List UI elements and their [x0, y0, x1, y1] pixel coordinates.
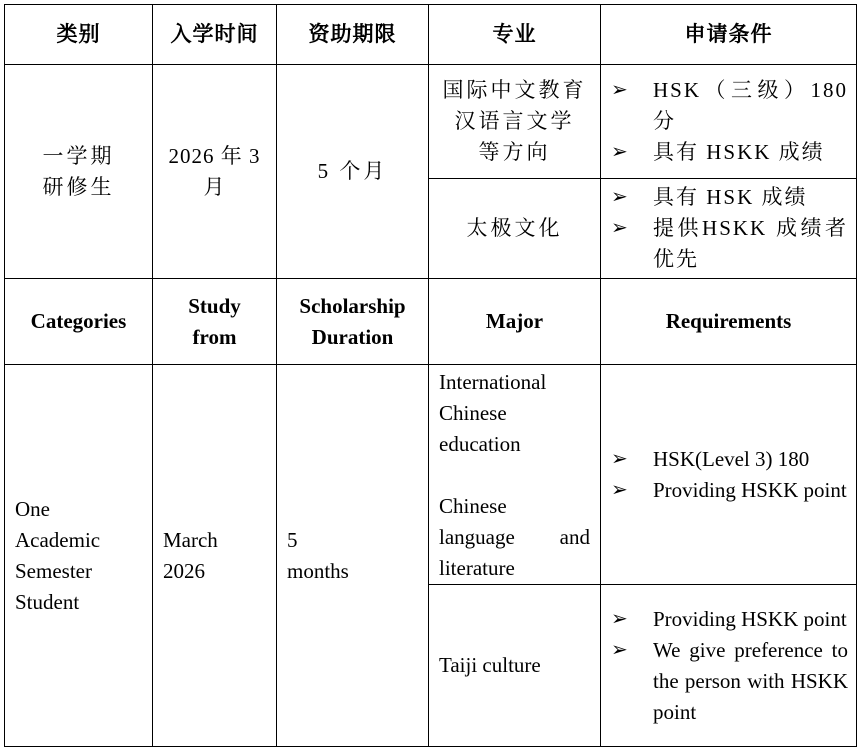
header-cn-study-from: 入学时间 [153, 5, 277, 65]
en-major-1b-line-2: language and [439, 525, 590, 549]
scholarship-table [4, 4, 857, 747]
header-cn-requirements: 申请条件 [601, 5, 857, 65]
arrow-bullet-icon: ➢ [611, 638, 628, 661]
requirement-text: 提供HSKK 成绩者优先 [653, 216, 848, 271]
arrow-bullet-icon: ➢ [611, 141, 630, 163]
arrow-bullet-icon: ➢ [611, 478, 628, 501]
en-duration-line-2: months [287, 558, 349, 583]
requirement-text: HSK（三级）180 分 [653, 78, 848, 133]
en-category-line-4: Student [15, 589, 80, 614]
data-row-en-1 [5, 365, 857, 585]
list-item [611, 444, 848, 475]
arrow-bullet-icon: ➢ [611, 607, 628, 630]
en-duration-cell [277, 365, 429, 747]
header-en-duration-line-2: Duration [311, 324, 394, 349]
cn-requirements-1-cell [601, 65, 857, 179]
header-cn-major: 专业 [429, 5, 601, 65]
en-requirements-2-cell [601, 585, 857, 747]
header-row-cn [5, 5, 857, 65]
en-study-from-line-2: 2026 [163, 558, 205, 583]
list-item [611, 182, 848, 213]
cn-major-1-line-1: 国际中文教育 [442, 78, 587, 102]
header-en-requirements: Requirements [601, 279, 857, 365]
requirement-text: 具有 HSKK 成绩 [653, 140, 825, 164]
requirement-text: HSK(Level 3) 180 [653, 446, 810, 471]
header-row-en [5, 279, 857, 365]
cn-duration-cell: 5 个月 [277, 65, 429, 279]
arrow-bullet-icon: ➢ [611, 217, 630, 239]
en-study-from-cell [153, 365, 277, 747]
requirement-text: 具有 HSK 成绩 [653, 185, 808, 209]
en-category-line-3: Semester [15, 558, 92, 583]
en-major-1a-line-2: Chinese [439, 401, 507, 425]
en-major-1b-line-3: literature [439, 556, 515, 580]
cn-requirements-2-list [601, 182, 856, 275]
cn-category-cell [5, 65, 153, 279]
requirement-text: Providing HSKK point [653, 477, 847, 502]
en-requirements-1-list [601, 444, 856, 506]
list-item [611, 213, 848, 275]
header-en-duration-line-1: Scholarship [299, 293, 406, 318]
header-en-study-from-line-2: from [192, 324, 237, 349]
en-study-from-line-1: March [163, 527, 218, 552]
list-item [611, 475, 848, 506]
cn-category-line-1: 一学期 [42, 143, 115, 168]
cn-study-from-line-1: 2026 年 3 [168, 143, 261, 168]
cn-study-from-cell [153, 65, 277, 279]
list-item [611, 635, 848, 728]
data-row-cn-1 [5, 65, 857, 179]
en-requirements-1-cell [601, 365, 857, 585]
header-en-study-from [153, 279, 277, 365]
header-en-major: Major [429, 279, 601, 365]
cn-major-1-cell [429, 65, 601, 179]
spacer [439, 460, 590, 491]
en-major-1a-line-3: education [439, 432, 521, 456]
en-major-1b-line-1: Chinese [439, 494, 507, 518]
cn-major-2-cell: 太极文化 [429, 179, 601, 279]
en-major-1a [439, 367, 590, 460]
header-en-categories: Categories [5, 279, 153, 365]
arrow-bullet-icon: ➢ [611, 186, 630, 208]
en-major-1b [439, 491, 590, 584]
cn-requirements-2-cell [601, 179, 857, 279]
cn-study-from-line-2: 月 [203, 174, 226, 199]
requirement-text: We give preference to the person with HSKK point [653, 637, 848, 724]
header-cn-duration: 资助期限 [277, 5, 429, 65]
cn-major-1-line-3: 等方向 [478, 140, 551, 164]
en-category-line-1: One [15, 496, 50, 521]
list-item [611, 75, 848, 137]
header-cn-category: 类别 [5, 5, 153, 65]
en-duration-line-1: 5 [287, 527, 298, 552]
list-item [611, 137, 848, 168]
cn-major-1-line-2: 汉语言文学 [454, 109, 575, 133]
cn-requirements-1-list [601, 75, 856, 168]
arrow-bullet-icon: ➢ [611, 79, 630, 101]
list-item [611, 604, 848, 635]
arrow-bullet-icon: ➢ [611, 447, 628, 470]
cn-category-line-2: 研修生 [42, 174, 115, 199]
header-en-study-from-line-1: Study [188, 293, 241, 318]
en-requirements-2-list [601, 604, 856, 728]
header-en-duration [277, 279, 429, 365]
en-major-2-cell: Taiji culture [429, 585, 601, 747]
en-category-line-2: Academic [15, 527, 101, 552]
en-major-1-cell [429, 365, 601, 585]
en-major-1a-line-1: International [439, 370, 547, 394]
en-category-cell [5, 365, 153, 747]
requirement-text: Providing HSKK point [653, 606, 847, 631]
